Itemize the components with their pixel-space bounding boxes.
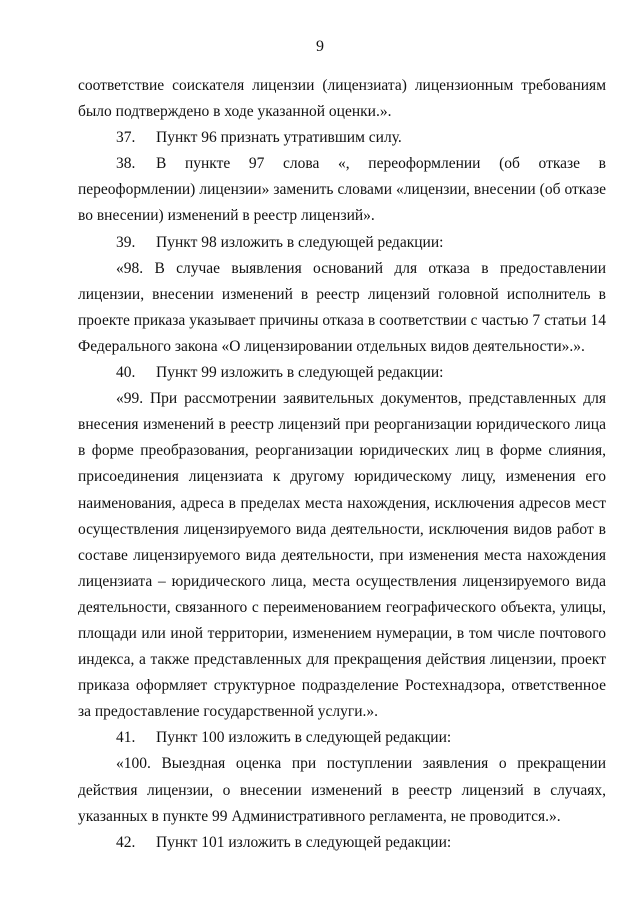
paragraph-text: Пункт 98 изложить в следующей редакции: [156, 233, 444, 251]
page-number: 9 [316, 38, 324, 55]
paragraph-item-38 [78, 151, 606, 229]
paragraph-quote-99 [78, 386, 606, 725]
paragraph-item-39 [78, 230, 606, 256]
paragraph-text: «99. При рассмотрении заявительных документов, представленных для внесения изменений в реестр лицензий при реорганизации юридического лица в форме преобразования, реорганизации юридических лиц в форме слияния, присоединения лицензиата к другому юридическому лицу, изменения его наименования, адреса в пределах места нахождения, исключения адресов мест осуществления лицензируемого вида деятельности, исключения видов работ в составе лицензируемого вида деятельности, при изменения места нахождения лицензиата – юридического лица, места осуществления лицензируемого вида деятельности, связанного с переименованием географического объекта, улицы, площади или иной территории, изменением нумерации, в том числе почтового индекса, а также представленных для прекращения действия лицензии, проект приказа оформляет структурное подразделение Ростехнадзора, ответственное за предоставление государственной услуги.». [78, 390, 606, 721]
item-number: 39. [116, 233, 136, 251]
item-number: 42. [116, 833, 136, 851]
paragraph-quote-98 [78, 256, 606, 360]
paragraph-text: «98. В случае выявления оснований для отказа в предоставлении лицензии, внесении изменений в реестр лицензий головной исполнитель в проекте приказа указывает причины отказа в соответствии с частью 7 статьи 14 Федерального закона «О лицензировании отдельных видов деятельности».». [78, 259, 606, 355]
item-number: 37. [116, 129, 136, 147]
paragraph-text: Пункт 101 изложить в следующей редакции: [156, 833, 452, 851]
item-number: 40. [116, 364, 136, 382]
paragraph-continuation [78, 73, 606, 125]
paragraph-text: Пункт 96 признать утратившим силу. [156, 129, 402, 147]
paragraph-item-41 [78, 725, 606, 751]
paragraph-quote-100 [78, 751, 606, 829]
paragraph-item-42 [78, 830, 606, 856]
item-number: 41. [116, 729, 136, 747]
paragraph-text: Пункт 99 изложить в следующей редакции: [156, 364, 444, 382]
paragraph-text: Пункт 100 изложить в следующей редакции: [156, 729, 452, 747]
paragraph-item-37 [78, 125, 606, 151]
document-body [78, 73, 606, 856]
item-number: 38. [116, 155, 136, 173]
paragraph-item-40 [78, 360, 606, 386]
paragraph-text: соответствие соискателя лицензии (лицензиата) лицензионным требованиям было подтверждено в ходе указанной оценки.». [78, 77, 606, 121]
paragraph-text: В пункте 97 слова «, переоформлении (об отказе в переоформлении) лицензии» заменить словами «лицензии, внесении (об отказе во внесении) изменений в реестр лицензий». [78, 155, 606, 225]
paragraph-text: «100. Выездная оценка при поступлении заявления о прекращении действия лицензии, о внесении изменений в реестр лицензий в случаях, указанных в пункте 99 Административного регламента, не проводится.». [78, 755, 606, 825]
